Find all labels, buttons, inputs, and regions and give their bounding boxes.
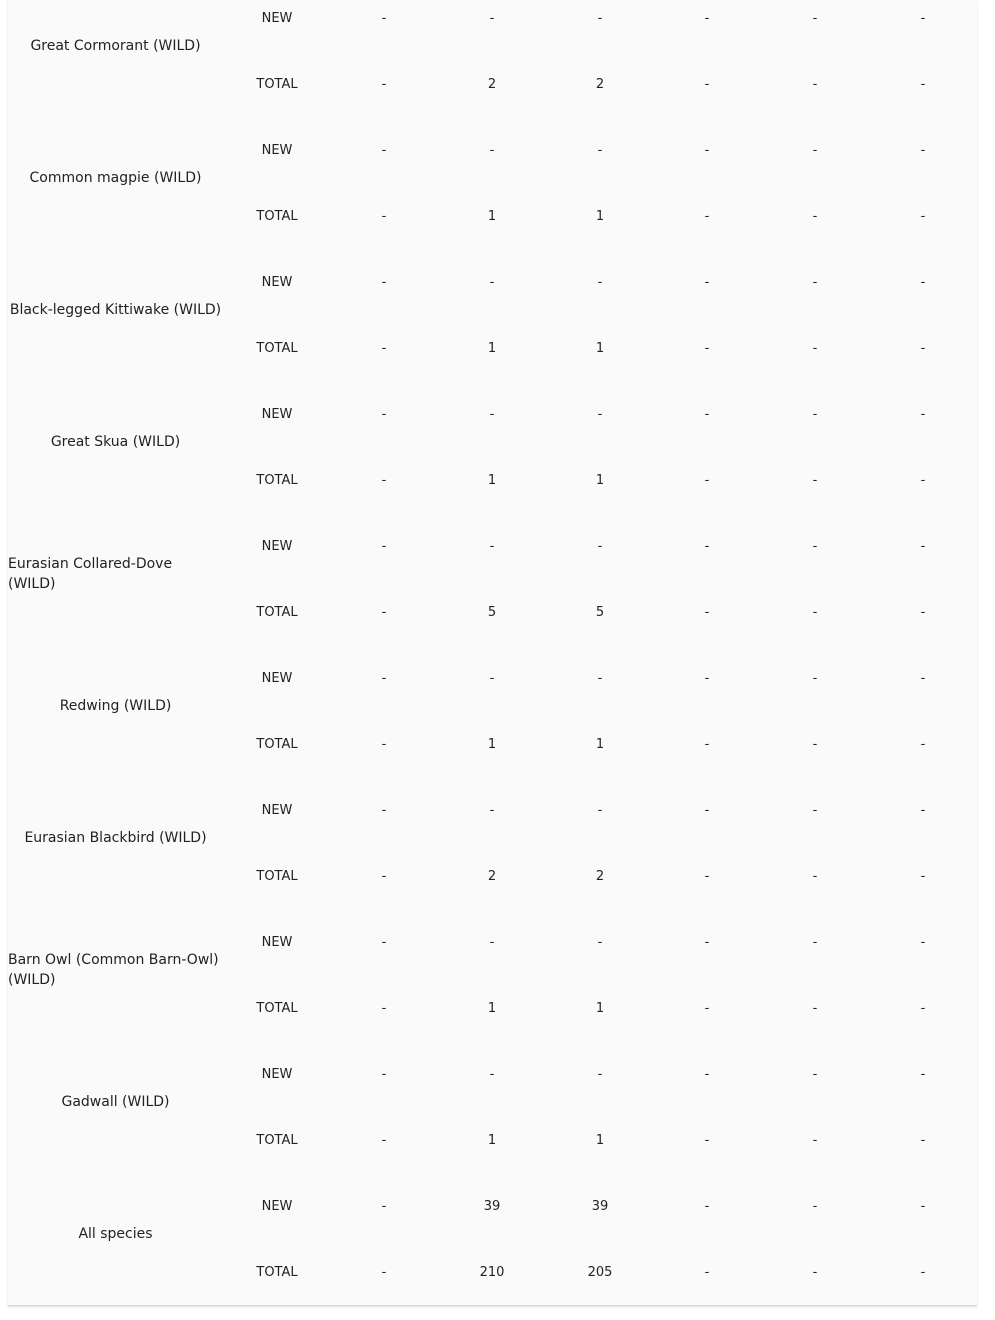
- value-cell: 205: [587, 1265, 613, 1280]
- value-cell: -: [812, 803, 818, 818]
- value-cell: -: [381, 671, 387, 686]
- value-cell: -: [920, 803, 926, 818]
- value-cell: -: [704, 671, 710, 686]
- value-cell: -: [381, 803, 387, 818]
- value-cell: -: [597, 803, 603, 818]
- value-cell: -: [381, 869, 387, 884]
- total-row: [8, 603, 977, 623]
- value-cell: -: [812, 1265, 818, 1280]
- species-group-redwing: [8, 660, 977, 792]
- row-label-new: NEW: [261, 275, 293, 290]
- value-cell: 2: [595, 869, 605, 884]
- total-row: [8, 207, 977, 227]
- value-cell: -: [812, 671, 818, 686]
- species-name: Redwing (WILD): [59, 698, 172, 714]
- total-row: [8, 735, 977, 755]
- row-label-total: TOTAL: [256, 341, 298, 356]
- value-cell: -: [704, 605, 710, 620]
- value-cell: -: [704, 803, 710, 818]
- species-group-barn-owl: [8, 924, 977, 1056]
- value-cell: -: [704, 1199, 710, 1214]
- new-row: [8, 273, 977, 293]
- value-cell: 1: [595, 209, 605, 224]
- value-cell: -: [381, 341, 387, 356]
- value-cell: -: [489, 143, 495, 158]
- value-cell: -: [381, 1067, 387, 1082]
- value-cell: -: [812, 605, 818, 620]
- value-cell: -: [920, 341, 926, 356]
- value-cell: -: [704, 11, 710, 26]
- value-cell: 1: [487, 341, 497, 356]
- value-cell: -: [920, 869, 926, 884]
- value-cell: -: [704, 341, 710, 356]
- value-cell: -: [704, 473, 710, 488]
- value-cell: 1: [487, 1001, 497, 1016]
- total-row: [8, 471, 977, 491]
- row-label-total: TOTAL: [256, 1001, 298, 1016]
- new-row: [8, 141, 977, 161]
- species-name: Barn Owl (Common Barn-Owl) (WILD): [8, 952, 219, 988]
- value-cell: -: [381, 143, 387, 158]
- total-row: [8, 339, 977, 359]
- value-cell: -: [812, 935, 818, 950]
- value-cell: -: [704, 1067, 710, 1082]
- value-cell: 1: [595, 473, 605, 488]
- value-cell: 5: [595, 605, 605, 620]
- value-cell: -: [920, 209, 926, 224]
- value-cell: -: [704, 869, 710, 884]
- value-cell: -: [704, 1133, 710, 1148]
- value-cell: -: [812, 1067, 818, 1082]
- value-cell: -: [812, 539, 818, 554]
- value-cell: -: [489, 1067, 495, 1082]
- species-group-eurasian-blackbird: [8, 792, 977, 924]
- value-cell: 1: [595, 737, 605, 752]
- value-cell: -: [597, 1067, 603, 1082]
- value-cell: 39: [483, 1199, 501, 1214]
- species-name: Eurasian Blackbird (WILD): [24, 830, 207, 846]
- species-group-all-species: [8, 1188, 977, 1320]
- value-cell: -: [597, 539, 603, 554]
- value-cell: -: [489, 803, 495, 818]
- value-cell: -: [920, 407, 926, 422]
- row-label-total: TOTAL: [256, 737, 298, 752]
- value-cell: -: [920, 11, 926, 26]
- value-cell: -: [704, 1001, 710, 1016]
- value-cell: 1: [487, 473, 497, 488]
- row-label-new: NEW: [261, 143, 293, 158]
- value-cell: 2: [487, 77, 497, 92]
- value-cell: -: [704, 275, 710, 290]
- row-label-new: NEW: [261, 1199, 293, 1214]
- value-cell: -: [704, 407, 710, 422]
- new-row: [8, 9, 977, 29]
- value-cell: -: [920, 275, 926, 290]
- total-row: [8, 1263, 977, 1283]
- value-cell: -: [597, 11, 603, 26]
- row-label-new: NEW: [261, 11, 293, 26]
- value-cell: 1: [595, 341, 605, 356]
- total-row: [8, 867, 977, 887]
- value-cell: -: [920, 605, 926, 620]
- species-group-black-legged-kittiwake: [8, 264, 977, 396]
- row-label-new: NEW: [261, 407, 293, 422]
- row-label-new: NEW: [261, 1067, 293, 1082]
- value-cell: -: [920, 1265, 926, 1280]
- value-cell: -: [920, 1001, 926, 1016]
- new-row: [8, 1065, 977, 1085]
- value-cell: 210: [479, 1265, 505, 1280]
- value-cell: -: [381, 737, 387, 752]
- species-group-great-cormorant: [8, 0, 977, 132]
- new-row: [8, 933, 977, 953]
- value-cell: -: [489, 539, 495, 554]
- species-name: Black-legged Kittiwake (WILD): [9, 302, 222, 318]
- value-cell: 1: [595, 1001, 605, 1016]
- new-row: [8, 537, 977, 557]
- species-name: Eurasian Collared-Dove (WILD): [8, 556, 173, 592]
- value-cell: -: [381, 1001, 387, 1016]
- value-cell: -: [489, 275, 495, 290]
- value-cell: 1: [595, 1133, 605, 1148]
- species-stats-table: [8, 0, 977, 1306]
- value-cell: -: [812, 407, 818, 422]
- row-label-total: TOTAL: [256, 1265, 298, 1280]
- row-label-new: NEW: [261, 671, 293, 686]
- value-cell: -: [381, 605, 387, 620]
- species-group-eurasian-collared-dove: [8, 528, 977, 660]
- row-label-new: NEW: [261, 935, 293, 950]
- value-cell: -: [920, 77, 926, 92]
- value-cell: -: [812, 473, 818, 488]
- value-cell: 1: [487, 1133, 497, 1148]
- value-cell: -: [381, 11, 387, 26]
- value-cell: -: [812, 1199, 818, 1214]
- value-cell: -: [381, 1265, 387, 1280]
- value-cell: 2: [595, 77, 605, 92]
- value-cell: -: [597, 143, 603, 158]
- value-cell: -: [812, 341, 818, 356]
- value-cell: -: [812, 11, 818, 26]
- value-cell: -: [920, 473, 926, 488]
- value-cell: -: [812, 869, 818, 884]
- value-cell: -: [812, 209, 818, 224]
- value-cell: -: [489, 11, 495, 26]
- value-cell: 2: [487, 869, 497, 884]
- row-label-total: TOTAL: [256, 1133, 298, 1148]
- row-label-new: NEW: [261, 539, 293, 554]
- value-cell: -: [381, 539, 387, 554]
- value-cell: 5: [487, 605, 497, 620]
- value-cell: -: [597, 935, 603, 950]
- value-cell: -: [597, 275, 603, 290]
- value-cell: -: [381, 935, 387, 950]
- value-cell: -: [704, 143, 710, 158]
- value-cell: 1: [487, 737, 497, 752]
- row-label-total: TOTAL: [256, 209, 298, 224]
- value-cell: -: [812, 275, 818, 290]
- row-label-total: TOTAL: [256, 77, 298, 92]
- new-row: [8, 405, 977, 425]
- value-cell: -: [381, 407, 387, 422]
- new-row: [8, 669, 977, 689]
- value-cell: -: [812, 737, 818, 752]
- value-cell: -: [920, 143, 926, 158]
- value-cell: 1: [487, 209, 497, 224]
- value-cell: -: [489, 671, 495, 686]
- species-name: All species: [78, 1226, 153, 1242]
- value-cell: -: [489, 407, 495, 422]
- value-cell: -: [812, 1001, 818, 1016]
- total-row: [8, 999, 977, 1019]
- total-row: [8, 75, 977, 95]
- species-group-great-skua: [8, 396, 977, 528]
- value-cell: -: [704, 539, 710, 554]
- value-cell: -: [381, 1133, 387, 1148]
- value-cell: -: [381, 77, 387, 92]
- value-cell: -: [704, 737, 710, 752]
- value-cell: -: [381, 1199, 387, 1214]
- value-cell: -: [597, 407, 603, 422]
- value-cell: -: [920, 671, 926, 686]
- value-cell: -: [704, 209, 710, 224]
- row-label-total: TOTAL: [256, 473, 298, 488]
- value-cell: -: [812, 1133, 818, 1148]
- row-label-new: NEW: [261, 803, 293, 818]
- new-row: [8, 801, 977, 821]
- value-cell: -: [704, 77, 710, 92]
- species-group-gadwall: [8, 1056, 977, 1188]
- row-label-total: TOTAL: [256, 605, 298, 620]
- value-cell: -: [597, 671, 603, 686]
- species-name: Great Cormorant (WILD): [30, 38, 201, 54]
- value-cell: -: [381, 275, 387, 290]
- species-group-common-magpie: [8, 132, 977, 264]
- value-cell: -: [812, 143, 818, 158]
- value-cell: -: [920, 1199, 926, 1214]
- value-cell: -: [381, 209, 387, 224]
- value-cell: -: [920, 1067, 926, 1082]
- species-name: Common magpie (WILD): [29, 170, 202, 186]
- row-label-total: TOTAL: [256, 869, 298, 884]
- value-cell: -: [704, 935, 710, 950]
- value-cell: -: [489, 935, 495, 950]
- value-cell: -: [381, 473, 387, 488]
- new-row: [8, 1197, 977, 1217]
- total-row: [8, 1131, 977, 1151]
- species-name: Gadwall (WILD): [61, 1094, 170, 1110]
- value-cell: -: [920, 539, 926, 554]
- value-cell: 39: [591, 1199, 609, 1214]
- value-cell: -: [812, 77, 818, 92]
- value-cell: -: [704, 1265, 710, 1280]
- value-cell: -: [920, 1133, 926, 1148]
- value-cell: -: [920, 935, 926, 950]
- value-cell: -: [920, 737, 926, 752]
- species-name: Great Skua (WILD): [50, 434, 181, 450]
